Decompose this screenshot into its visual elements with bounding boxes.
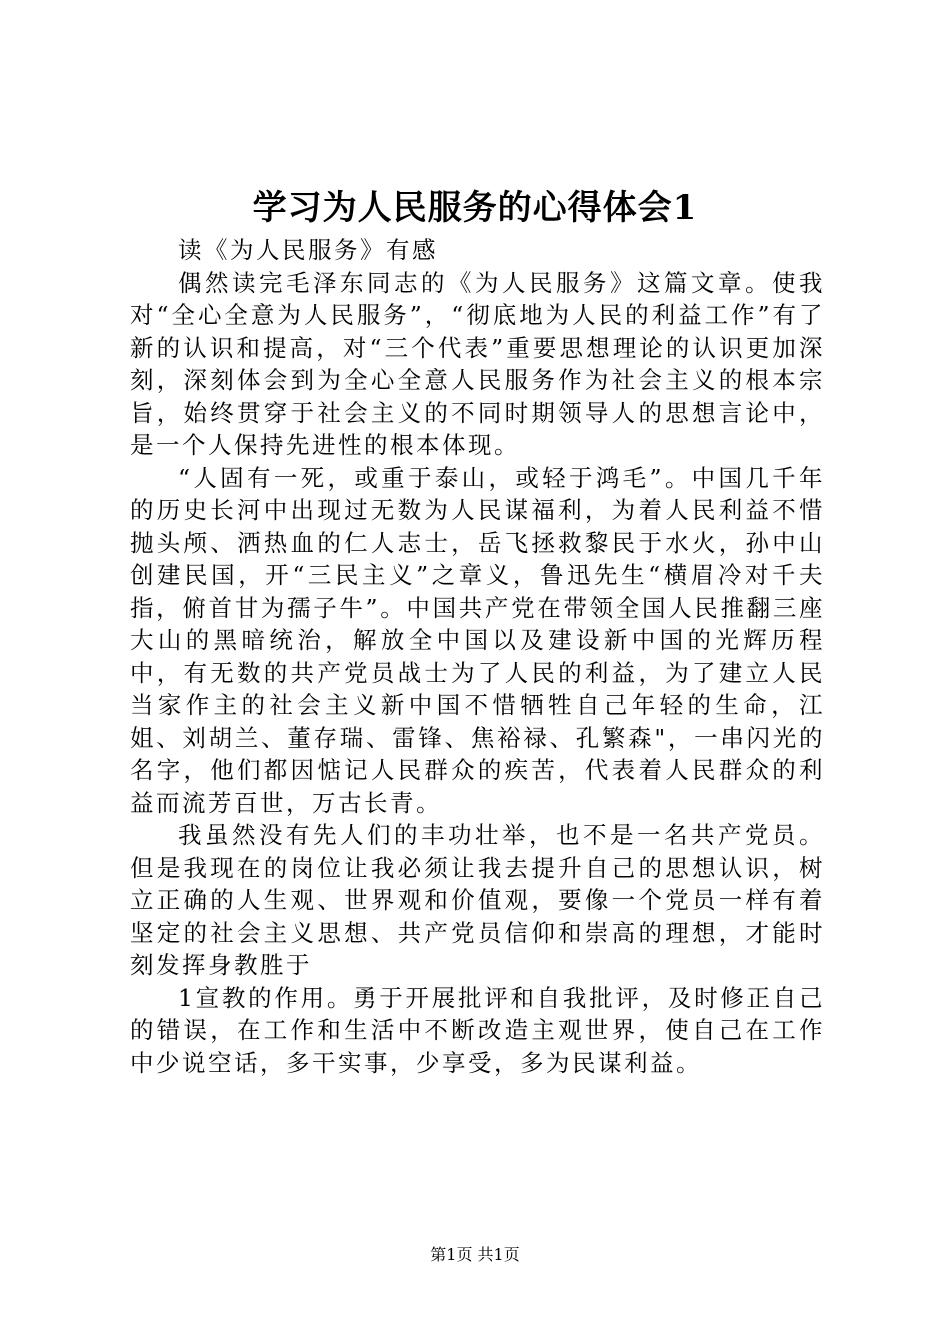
paragraph-subtitle: 读《为人民服务》有感 (178, 236, 438, 264)
paragraph-1: 偶然读完毛泽东同志的《为人民服务》这篇文章。使我对“全心全意为人民服务”，“彻底地为人民的利益工作”有了新的认识和提高，对“三个代表”重要思想理论的认识更加深刻，深刻体会到为全心全意人民服务作为社会主义的根本宗旨，始终贯穿于社会主义的不同时期领导人的思想言论中，是一个人保持先进性的根本体现。 (130, 268, 825, 459)
document-body (130, 234, 825, 1079)
paragraph-4: 1宣教的作用。勇于开展批评和自我批评，及时修正自己的错误，在工作和生活中不断改造主观世界，使自己在工作中少说空话，多干实事，少享受，多为民谋利益。 (130, 983, 825, 1077)
paragraph-3: 我虽然没有先人们的丰功壮举，也不是一名共产党员。但是我现在的岗位让我必须让我去提升自己的思想认识，树立正确的人生观、世界观和价值观，要像一个党员一样有着坚定的社会主义思想、共产党员信仰和崇高的理想，才能时刻发挥身教胜于 (130, 821, 825, 979)
paragraph-2: “人固有一死，或重于泰山，或轻于鸿毛”。中国几千年的历史长河中出现过无数为人民谋福利，为着人民利益不惜抛头颅、洒热血的仁人志士，岳飞拯救黎民于水火，孙中山创建民国，开“三民主义”之章义，鲁迅先生“横眉冷对千夫指，俯首甘为孺子牛”。中国共产党在带领全国人民推翻三座大山的黑暗统治，解放全中国以及建设新中国的光辉历程中，有无数的共产党员战士为了人民的利益，为了建立人民当家作主的社会主义新中国不惜牺牲自己年轻的生命，江姐、刘胡兰、董存瑞、雷锋、焦裕禄、孔繁森"，一串闪光的名字，他们都因惦记人民群众的疾苦，代表着人民群众的利益而流芳百世，万古长青。 (130, 463, 825, 817)
page-footer: 第1页 共1页 (430, 1245, 520, 1264)
document-title: 学习为人民服务的心得体会1 (252, 188, 698, 228)
